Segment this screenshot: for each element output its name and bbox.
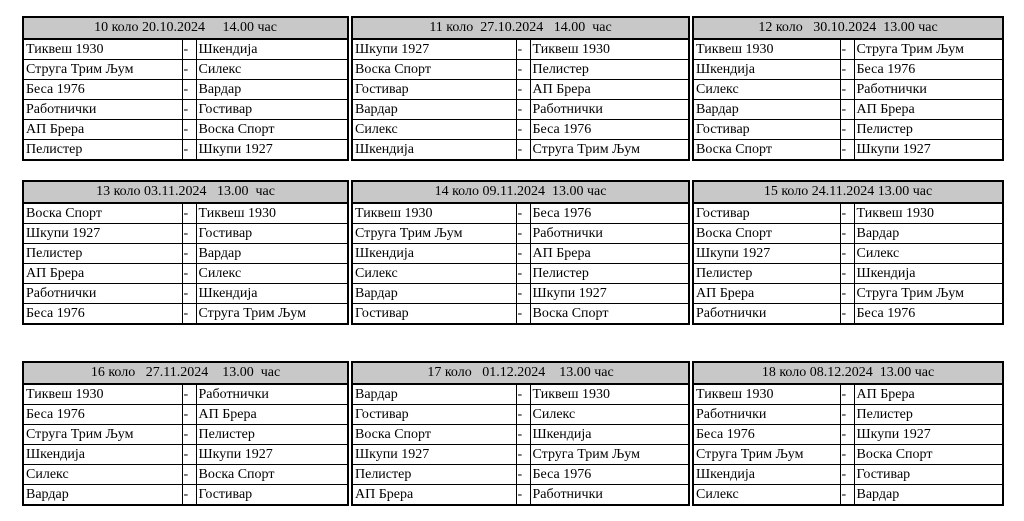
away-team: Силекс (196, 60, 347, 80)
match-separator: - (516, 264, 530, 284)
match-row (694, 60, 1002, 80)
match-separator: - (182, 100, 196, 120)
match-separator: - (516, 244, 530, 264)
home-team: Шкендија (694, 465, 840, 485)
away-team: Пелистер (196, 425, 347, 445)
match-row (353, 204, 688, 224)
home-team: Шкендија (24, 445, 182, 465)
fixtures-table (24, 39, 347, 159)
match-row (24, 425, 347, 445)
away-team: Шкупи 1927 (854, 140, 1002, 160)
away-team: Воска Спорт (196, 465, 347, 485)
away-team: Вардар (196, 80, 347, 100)
match-separator: - (840, 120, 854, 140)
match-separator: - (182, 445, 196, 465)
away-team: Беса 1976 (530, 204, 688, 224)
match-separator: - (516, 405, 530, 425)
home-team: Струга Трим Љум (694, 445, 840, 465)
round-header: 10 коло 20.10.2024 14.00 час (24, 18, 347, 39)
match-row (353, 385, 688, 405)
home-team: Вардар (353, 284, 516, 304)
home-team: Воска Спорт (353, 60, 516, 80)
match-row (353, 445, 688, 465)
match-row (24, 204, 347, 224)
match-row (24, 244, 347, 264)
away-team: Пелистер (530, 264, 688, 284)
away-team: Воска Спорт (196, 120, 347, 140)
away-team: Вардар (854, 485, 1002, 505)
match-separator: - (182, 425, 196, 445)
home-team: Беса 1976 (694, 425, 840, 445)
home-team: Струга Трим Љум (24, 425, 182, 445)
match-row (353, 485, 688, 505)
match-separator: - (182, 120, 196, 140)
match-row (353, 405, 688, 425)
match-row (24, 100, 347, 120)
home-team: Пелистер (24, 140, 182, 160)
away-team: АП Брера (854, 100, 1002, 120)
away-team: Гостивар (196, 100, 347, 120)
match-separator: - (182, 304, 196, 324)
round-header: 13 коло 03.11.2024 13.00 час (24, 182, 347, 203)
match-separator: - (840, 264, 854, 284)
match-separator: - (840, 425, 854, 445)
away-team: Работнички (196, 385, 347, 405)
home-team: Шкупи 1927 (353, 40, 516, 60)
home-team: Шкупи 1927 (353, 445, 516, 465)
match-row (24, 264, 347, 284)
away-team: Пелистер (530, 60, 688, 80)
match-row (353, 224, 688, 244)
match-separator: - (840, 304, 854, 324)
match-row (694, 244, 1002, 264)
match-separator: - (516, 204, 530, 224)
home-team: Гостивар (353, 304, 516, 324)
match-row (694, 405, 1002, 425)
away-team: Воска Спорт (530, 304, 688, 324)
match-row (24, 385, 347, 405)
match-row (353, 304, 688, 324)
match-separator: - (182, 80, 196, 100)
match-separator: - (840, 465, 854, 485)
match-separator: - (840, 485, 854, 505)
match-separator: - (840, 60, 854, 80)
match-separator: - (182, 284, 196, 304)
away-team: АП Брера (530, 244, 688, 264)
fixtures-table (353, 384, 688, 504)
home-team: Вардар (694, 100, 840, 120)
home-team: Вардар (24, 485, 182, 505)
round-header: 16 коло 27.11.2024 13.00 час (24, 363, 347, 384)
match-separator: - (516, 224, 530, 244)
round-block (351, 361, 690, 506)
fixtures-table (694, 39, 1002, 159)
match-separator: - (182, 40, 196, 60)
match-row (24, 485, 347, 505)
home-team: Силекс (694, 485, 840, 505)
round-block (351, 16, 690, 161)
away-team: Пелистер (854, 120, 1002, 140)
match-separator: - (182, 224, 196, 244)
home-team: Тиквеш 1930 (694, 40, 840, 60)
match-separator: - (182, 244, 196, 264)
away-team: Вардар (854, 224, 1002, 244)
match-row (694, 40, 1002, 60)
away-team: Тиквеш 1930 (530, 40, 688, 60)
match-row (353, 40, 688, 60)
match-row (24, 304, 347, 324)
fixtures-table (24, 384, 347, 504)
match-separator: - (182, 140, 196, 160)
round-block (22, 361, 349, 506)
away-team: Работнички (530, 224, 688, 244)
away-team: Беса 1976 (530, 465, 688, 485)
match-row (353, 244, 688, 264)
match-row (353, 100, 688, 120)
home-team: Беса 1976 (24, 80, 182, 100)
round-header: 15 коло 24.11.2024 13.00 час (694, 182, 1002, 203)
home-team: Вардар (353, 100, 516, 120)
away-team: Гостивар (196, 485, 347, 505)
away-team: Шкендија (854, 264, 1002, 284)
round-block (692, 16, 1004, 161)
match-separator: - (516, 100, 530, 120)
match-row (694, 465, 1002, 485)
home-team: Тиквеш 1930 (24, 385, 182, 405)
away-team: Силекс (530, 405, 688, 425)
home-team: Силекс (353, 120, 516, 140)
match-separator: - (516, 304, 530, 324)
home-team: Пелистер (353, 465, 516, 485)
match-separator: - (840, 140, 854, 160)
away-team: Тиквеш 1930 (854, 204, 1002, 224)
match-row (694, 385, 1002, 405)
away-team: Работнички (530, 485, 688, 505)
match-separator: - (840, 284, 854, 304)
match-separator: - (182, 465, 196, 485)
match-separator: - (840, 445, 854, 465)
match-row (24, 40, 347, 60)
away-team: Струга Трим Љум (196, 304, 347, 324)
fixtures-table (353, 203, 688, 323)
round-block (22, 16, 349, 161)
away-team: Беса 1976 (854, 304, 1002, 324)
home-team: АП Брера (24, 264, 182, 284)
match-row (694, 100, 1002, 120)
home-team: Шкупи 1927 (694, 244, 840, 264)
home-team: Гостивар (353, 80, 516, 100)
match-row (694, 445, 1002, 465)
match-row (24, 284, 347, 304)
match-row (353, 120, 688, 140)
match-row (353, 140, 688, 160)
home-team: Беса 1976 (24, 405, 182, 425)
home-team: Работнички (694, 304, 840, 324)
match-separator: - (516, 425, 530, 445)
match-row (353, 264, 688, 284)
match-separator: - (516, 445, 530, 465)
away-team: Шкупи 1927 (854, 425, 1002, 445)
away-team: Шкупи 1927 (196, 140, 347, 160)
away-team: Беса 1976 (854, 60, 1002, 80)
match-row (353, 284, 688, 304)
match-row (694, 140, 1002, 160)
match-separator: - (182, 385, 196, 405)
home-team: Пелистер (24, 244, 182, 264)
away-team: Шкендија (530, 425, 688, 445)
match-separator: - (840, 224, 854, 244)
match-separator: - (182, 204, 196, 224)
match-row (694, 204, 1002, 224)
match-separator: - (182, 485, 196, 505)
away-team: Работнички (854, 80, 1002, 100)
fixtures-table (353, 39, 688, 159)
match-row (694, 80, 1002, 100)
match-separator: - (516, 60, 530, 80)
home-team: Работнички (24, 284, 182, 304)
match-row (694, 120, 1002, 140)
fixtures-table (24, 203, 347, 323)
match-row (694, 284, 1002, 304)
match-separator: - (182, 60, 196, 80)
round-header: 11 коло 27.10.2024 14.00 час (353, 18, 688, 39)
fixtures-table (694, 384, 1002, 504)
home-team: Воска Спорт (694, 140, 840, 160)
match-separator: - (840, 204, 854, 224)
away-team: Шкендија (196, 40, 347, 60)
match-separator: - (840, 40, 854, 60)
round-block (351, 180, 690, 325)
round-block (22, 180, 349, 325)
away-team: Вардар (196, 244, 347, 264)
away-team: Тиквеш 1930 (196, 204, 347, 224)
away-team: Шкендија (196, 284, 347, 304)
away-team: Струга Трим Љум (854, 284, 1002, 304)
match-row (24, 60, 347, 80)
match-row (694, 264, 1002, 284)
match-row (353, 425, 688, 445)
match-separator: - (516, 465, 530, 485)
away-team: Силекс (854, 244, 1002, 264)
away-team: Гостивар (196, 224, 347, 244)
match-separator: - (840, 80, 854, 100)
home-team: АП Брера (694, 284, 840, 304)
match-separator: - (516, 120, 530, 140)
round-block (692, 180, 1004, 325)
home-team: Воска Спорт (353, 425, 516, 445)
home-team: Гостивар (694, 120, 840, 140)
home-team: Пелистер (694, 264, 840, 284)
round-block (692, 361, 1004, 506)
home-team: Шкендија (353, 244, 516, 264)
match-row (353, 80, 688, 100)
home-team: Работнички (694, 405, 840, 425)
home-team: Шкендија (353, 140, 516, 160)
away-team: Шкупи 1927 (196, 445, 347, 465)
away-team: Силекс (196, 264, 347, 284)
home-team: АП Брера (24, 120, 182, 140)
home-team: Воска Спорт (694, 224, 840, 244)
match-row (24, 80, 347, 100)
away-team: Гостивар (854, 465, 1002, 485)
round-header: 14 коло 09.11.2024 13.00 час (353, 182, 688, 203)
home-team: Тиквеш 1930 (694, 385, 840, 405)
match-separator: - (516, 284, 530, 304)
away-team: Работнички (530, 100, 688, 120)
away-team: Струга Трим Љум (530, 140, 688, 160)
match-separator: - (516, 80, 530, 100)
home-team: Силекс (694, 80, 840, 100)
match-separator: - (182, 264, 196, 284)
home-team: Шкендија (694, 60, 840, 80)
away-team: Пелистер (854, 405, 1002, 425)
match-separator: - (840, 100, 854, 120)
away-team: Шкупи 1927 (530, 284, 688, 304)
home-team: Струга Трим Љум (353, 224, 516, 244)
match-separator: - (516, 140, 530, 160)
away-team: Воска Спорт (854, 445, 1002, 465)
fixtures-table (694, 203, 1002, 323)
match-row (24, 465, 347, 485)
match-row (353, 465, 688, 485)
match-separator: - (840, 244, 854, 264)
match-row (694, 425, 1002, 445)
match-row (694, 485, 1002, 505)
away-team: АП Брера (854, 385, 1002, 405)
home-team: Тиквеш 1930 (353, 204, 516, 224)
match-row (24, 140, 347, 160)
away-team: АП Брера (196, 405, 347, 425)
home-team: Гостивар (353, 405, 516, 425)
home-team: Силекс (353, 264, 516, 284)
round-header: 18 коло 08.12.2024 13.00 час (694, 363, 1002, 384)
match-row (24, 120, 347, 140)
away-team: Тиквеш 1930 (530, 385, 688, 405)
home-team: Работнички (24, 100, 182, 120)
home-team: Беса 1976 (24, 304, 182, 324)
home-team: АП Брера (353, 485, 516, 505)
home-team: Струга Трим Љум (24, 60, 182, 80)
home-team: Тиквеш 1930 (24, 40, 182, 60)
match-separator: - (840, 385, 854, 405)
away-team: Струга Трим Љум (854, 40, 1002, 60)
home-team: Вардар (353, 385, 516, 405)
match-separator: - (840, 405, 854, 425)
home-team: Шкупи 1927 (24, 224, 182, 244)
round-header: 12 коло 30.10.2024 13.00 час (694, 18, 1002, 39)
match-row (24, 405, 347, 425)
away-team: Струга Трим Љум (530, 445, 688, 465)
away-team: Беса 1976 (530, 120, 688, 140)
match-row (353, 60, 688, 80)
match-separator: - (516, 485, 530, 505)
match-separator: - (182, 405, 196, 425)
match-row (694, 224, 1002, 244)
away-team: АП Брера (530, 80, 688, 100)
home-team: Гостивар (694, 204, 840, 224)
home-team: Силекс (24, 465, 182, 485)
round-header: 17 коло 01.12.2024 13.00 час (353, 363, 688, 384)
home-team: Воска Спорт (24, 204, 182, 224)
match-row (694, 304, 1002, 324)
match-row (24, 445, 347, 465)
match-separator: - (516, 40, 530, 60)
match-separator: - (516, 385, 530, 405)
match-row (24, 224, 347, 244)
